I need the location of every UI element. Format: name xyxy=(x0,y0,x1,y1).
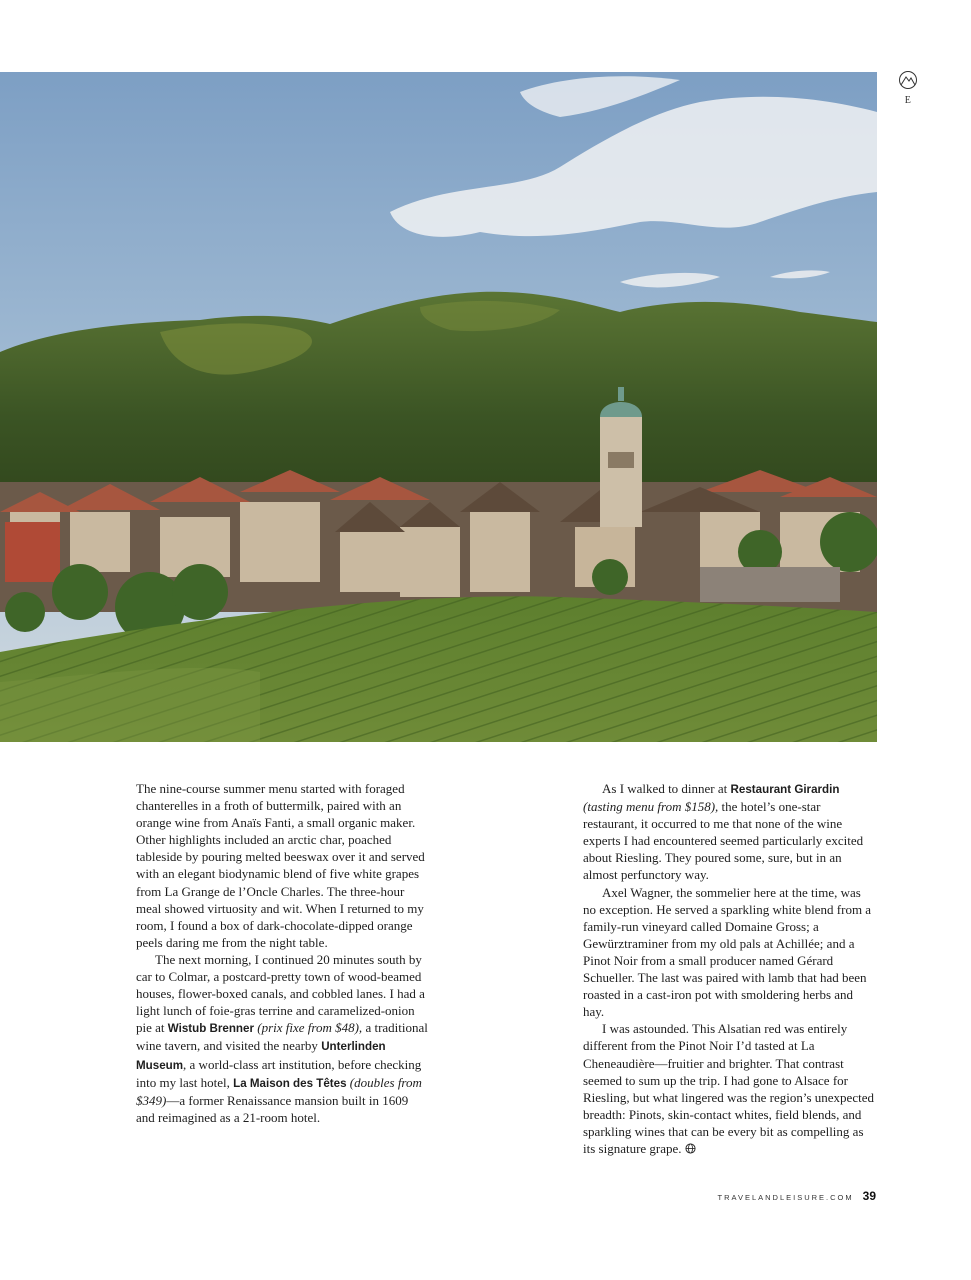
body-text: As I walked to dinner at xyxy=(602,781,731,796)
body-paragraph xyxy=(136,951,428,1126)
globe-end-mark-icon xyxy=(685,1143,696,1154)
body-text: , a world-class art institution, before checking into my last hotel, xyxy=(136,1056,422,1090)
section-marker xyxy=(895,70,921,106)
venue-name-la-maison-des-tetes: La Maison des Têtes xyxy=(233,1076,347,1090)
body-text: I was astounded. This Alsatian red was entirely different from the Pinot Noir I’d tasted at La Cheneaudière—fruitier and brighter. That contrast seemed to sum up the trip. I had gone to Alsace for Riesling, but what lingered was the region’s unexpected breadth: Pinots, skin-contact whites, field blends, and sparkling wines that can be every bit as compelling as its signature grape. xyxy=(583,1021,874,1156)
alsace-village-vineyard-photo xyxy=(0,72,877,742)
price-note: (doubles from $349) xyxy=(136,1074,422,1108)
section-letter: E xyxy=(904,95,912,106)
body-text: —a former Renaissance mansion built in 1609 and reimagined as a 21-room hotel. xyxy=(136,1092,409,1125)
mountain-emblem-icon xyxy=(898,70,918,90)
venue-name-wistub-brenner: Wistub Brenner xyxy=(167,1022,254,1036)
page-footer xyxy=(718,1189,877,1203)
body-text: The next morning, I continued 20 minutes south by car to Colmar, a postcard-pretty town of wood-beamed houses, flower-boxed canals, and cobbled lanes. I had a light lunch of foie-gras terrine and caramelized-onion pie at xyxy=(136,951,425,1036)
body-paragraph xyxy=(583,1020,875,1157)
site-url: TRAVELANDLEISURE.COM xyxy=(717,1193,854,1202)
body-paragraph: Axel Wagner, the sommelier here at the time, was no exception. He served a sparkling white blend from a family-run vineyard called Domaine Gross; a Gewürztraminer from my old pals at Achillée; and a Pinot Noir from a small producer named Gérard Schueller. The last was paired with lamb that had been roasted in a cast-iron pot with smoldering herbs and hay. xyxy=(583,884,872,1020)
body-text: a traditional wine tavern, and visited the nearby xyxy=(136,1020,428,1054)
article-column-right xyxy=(583,780,875,1157)
page-number: 39 xyxy=(862,1189,876,1203)
body-text: the hotel’s one-star restaurant, it occurred to me that none of the wine experts I had encountered seemed particularly excited about Riesling. They poured some, sure, but in an almost perfunctory way. xyxy=(583,799,864,883)
article-column-left xyxy=(136,780,428,1126)
body-paragraph xyxy=(583,780,875,884)
venue-name-unterlinden-museum: Unterlinden Museum xyxy=(136,1040,386,1072)
venue-name-restaurant-girardin: Restaurant Girardin xyxy=(730,783,840,796)
body-paragraph: The nine-course summer menu started with foraged chanterelles in a froth of buttermilk, paired with an orange wine from Anaïs Fanti, a small organic maker. Other highlights included an arctic char, poached tableside by pouring melted beeswax over it and served with an elegant biodynamic blend of five white grapes from La Grange de l’Oncle Charles. The three-hour meal showed virtuosity and wit. When I returned to my room, I found a box of dark-chocolate-dipped orange peels daring me from the night table. xyxy=(136,781,425,950)
price-note: (prix fixe from $48), xyxy=(253,1020,363,1036)
price-note: (tasting menu from $158), xyxy=(583,799,719,815)
